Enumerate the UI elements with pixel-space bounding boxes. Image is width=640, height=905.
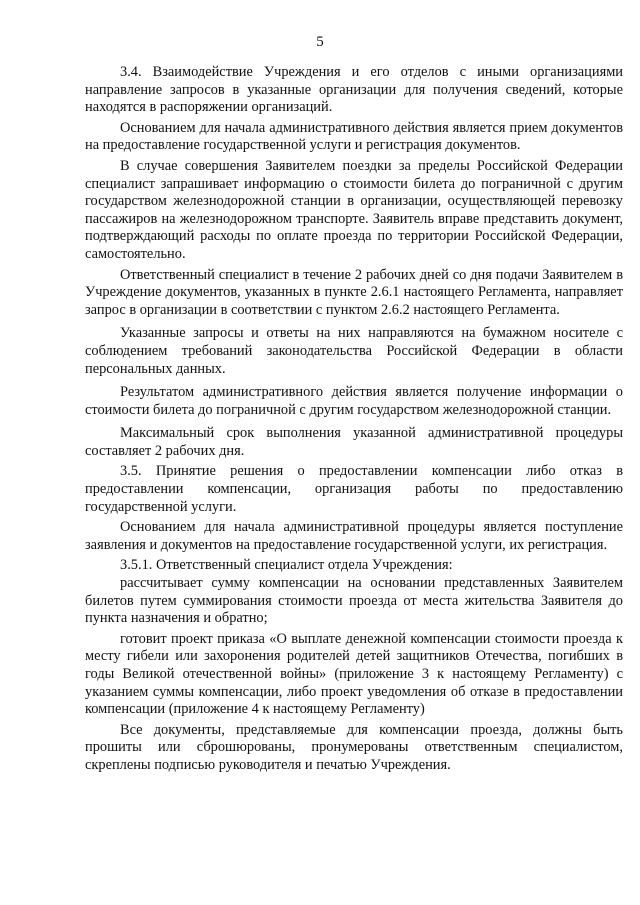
paragraph-3-5-1: 3.5.1. Ответственный специалист отдела Учреждения:: [120, 557, 453, 574]
paragraph: Ответственный специалист в течение 2 рабочих дней со дня подачи Заявителем в Учреждение документов, указанных в пункте 2.6.1 настоящего Регламента, направляет запрос в организации в соответствии с пунктом 2.6.2 настоящего Регламента.: [85, 266, 623, 318]
paragraph: Результатом административного действия является получение информации о стоимости билета до пограничной с другим государством железнодорожной станции.: [85, 384, 623, 418]
paragraph: Основанием для начала административной процедуры является поступление заявления и документов на предоставление государственной услуги, их регистрация.: [85, 519, 623, 553]
paragraph: Все документы, представляемые для компенсации проезда, должны быть прошиты или сброшюрованы, пронумерованы ответственным специалистом, скреплены подписью руководителя и печатью Учреждения.: [85, 721, 623, 773]
page-number: 5: [316, 34, 324, 50]
paragraph: рассчитывает сумму компенсации на основании представленных Заявителем билетов путем суммирования стоимости проезда от места жительства Заявителя до пункта назначения и обратно;: [85, 575, 623, 627]
paragraph: В случае совершения Заявителем поездки за пределы Российской Федерации специалист запрашивает информацию о стоимости билета до пограничной с другим государством железнодорожной станции в организации, осуществляющей перевозку пассажиров на железнодорожном транспорте. Заявитель вправе представить документ, подтверждающий расходы по оплате проезда по территории Российской Федерации, самостоятельно.: [85, 157, 623, 262]
paragraph: Основанием для начала административного действия является прием документов на предоставление государственной услуги и регистрация документов.: [85, 119, 623, 154]
paragraph: Указанные запросы и ответы на них направляются на бумажном носителе с соблюдением требований законодательства Российской Федерации в области персональных данных.: [85, 325, 623, 377]
paragraph-3-4: 3.4. Взаимодействие Учреждения и его отделов с иными организациями направление запросов в указанные организации для получения сведений, которые находятся в распоряжении организаций.: [85, 64, 623, 116]
document-body: [85, 64, 623, 775]
paragraph: готовит проект приказа «О выплате денежной компенсации стоимости проезда к месту гибели или захоронения родителей детей защитников Отечества, погибших в годы Великой отечественной войны» (приложение 3 к настоящему Регламенту) с указанием суммы компенсации, либо проект уведомления об отказе в предоставлении компенсации (приложение 4 к настоящему Регламенту): [85, 630, 623, 718]
paragraph-3-5: 3.5. Принятие решения о предоставлении компенсации либо отказ в предоставлении компенсации, организация работы по предоставлению государственной услуги.: [85, 463, 623, 515]
paragraph: Максимальный срок выполнения указанной административной процедуры составляет 2 рабочих дня.: [85, 425, 623, 459]
